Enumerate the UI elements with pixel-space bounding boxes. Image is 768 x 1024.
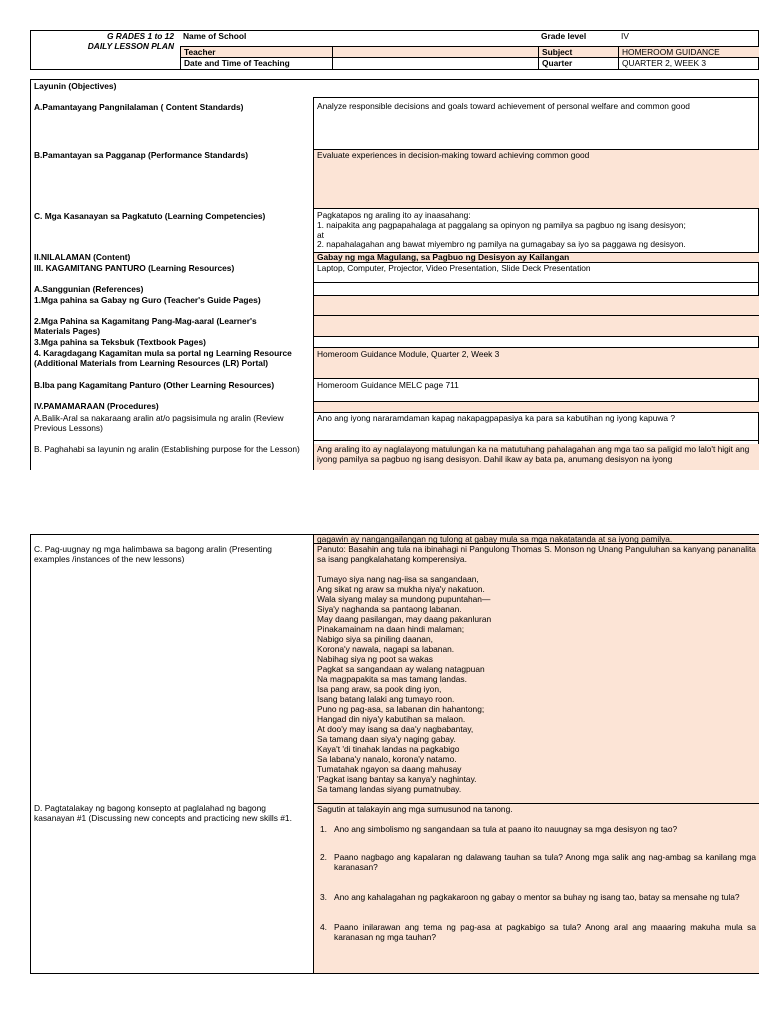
header-title-line1: G RADES 1 to 12 <box>106 31 174 41</box>
purpose-label: B. Paghahabi sa layunin ng aralin (Establishing purpose for the Lesson) <box>34 444 300 454</box>
poem-line: Wala siyang malay sa mundong pupuntahan— <box>317 594 491 604</box>
question-item <box>317 892 756 902</box>
competency-line: Pagkatapos ng araling ito ay inaasahang: <box>317 210 471 220</box>
datetime-value[interactable] <box>332 58 538 70</box>
question-number: 1. <box>320 824 327 834</box>
question-text: Ano ang simbolismo ng sangandaan sa tula at paano ito nauugnay sa mga desisyon ng tao? <box>334 824 678 834</box>
poem-line: Kaya't 'di tinahak landas na pagkabigo <box>317 744 460 754</box>
competency-line: at <box>317 229 324 240</box>
review-label: A.Balik-Aral sa nakaraang aralin at/o pagsisimula ng aralin (Review Previous Lessons) <box>34 413 284 433</box>
grade-value[interactable]: IV <box>621 31 629 41</box>
poem-line: Nabihag siya ng poot sa wakas <box>317 654 433 664</box>
grade-label: Grade level <box>541 31 587 41</box>
poem-line: Sa tamang landas siyang pumatnubay. <box>317 784 462 794</box>
question-number: 3. <box>320 892 327 902</box>
teachers-guide-value[interactable] <box>314 296 759 316</box>
question-list <box>317 824 756 942</box>
discussion-label: D. Pagtatalakay ng bagong konsepto at paglalahad ng bagong kasanayan #1 (Discussing new concepts and practicing new skills #1. <box>34 803 292 823</box>
school-value[interactable] <box>332 30 538 46</box>
poem-line: Pagkat sa sangandaan ay walang natagpuan <box>317 664 485 674</box>
question-item <box>317 852 756 872</box>
teachers-guide-label: 1.Mga pahina sa Gabay ng Guro (Teacher's Guide Pages) <box>34 295 261 305</box>
poem-line: Sa labana'y nanalo, korona'y natamo. <box>317 754 457 764</box>
school-label: Name of School <box>183 31 247 41</box>
question-number: 2. <box>320 852 327 862</box>
competencies-value[interactable] <box>314 209 759 253</box>
poem-line: May daang pasilangan, may daang pakanluran <box>317 614 492 624</box>
poem-line: At doo'y may isang sa daa'y nagbabantay, <box>317 724 474 734</box>
competencies-label: C. Mga Kasanayan sa Pagkatuto (Learning Competencies) <box>34 211 266 221</box>
references-label: A.Sanggunian (References) <box>34 284 144 294</box>
lr-portal-label: 4. Karagdagang Kagamitan mula sa portal ng Learning Resource (Additional Materials from Learning Resources (LR) Portal) <box>34 348 292 368</box>
poem-line: Isa pang araw, sa pook ding iyon, <box>317 684 442 694</box>
question-text: Ano ang kahalagahan ng pagkakaroon ng gabay o mentor sa buhay ng isang tao, batay sa mensahe ng tula? <box>334 892 740 902</box>
references-value[interactable] <box>314 283 759 296</box>
resources-label: III. KAGAMITANG PANTURO (Learning Resources) <box>34 263 235 273</box>
learners-materials-label: 2.Mga Pahina sa Kagamitang Pang-Mag-aaral (Learner's Materials Pages) <box>34 316 257 336</box>
quarter-value[interactable]: QUARTER 2, WEEK 3 <box>618 58 759 70</box>
header-title-line2: DAILY LESSON PLAN <box>87 41 174 51</box>
examples-intro: Panuto: Basahin ang tula na ibinahagi ni Pangulong Thomas S. Monson ng Unang Panguluhan sa kanyang pananalita sa isang pangkalahatang komperensiya. <box>317 544 756 564</box>
purpose-value[interactable]: Ang araling ito ay naglalayong matulungan ka na matutuhang pahalagahan ang mga tao sa paligid mo lalo't higit ang iyong pamilya sa pagbuo ng isang desisyon. Dahil ikaw ay bata pa, anumang desisyon na iyong <box>314 444 759 470</box>
poem <box>317 574 756 794</box>
objectives-heading: Layunin (Objectives) <box>34 81 117 91</box>
competency-line: 1. naipakita ang pagpapahalaga at paggalang sa opinyon ng pamilya sa pagbuo ng isang desisyon; <box>317 219 686 230</box>
question-text: Paano nagbago ang kapalaran ng dalawang tauhan sa tula? Anong mga salik ang nag-ambag sa kanilang mga karanasan? <box>334 852 756 872</box>
poem-line: Korona'y nawala, nagapi sa labanan. <box>317 644 455 654</box>
purpose-continued[interactable]: gagawin ay nangangailangan ng tulong at gabay mula sa mga nakatatanda at sa iyong pamilya. <box>314 535 759 544</box>
poem-line: Siya'y naghanda sa pantaong labanan. <box>317 604 462 614</box>
poem-line: Pinakamainam na daan hindi malaman; <box>317 624 465 634</box>
question-item <box>317 922 756 942</box>
discussion-value[interactable] <box>314 804 759 973</box>
content-value[interactable]: Gabay ng mga Magulang, sa Pagbuo ng Desisyon ay Kailangan <box>314 253 759 263</box>
poem-line: Tumayo siya nang nag-iisa sa sangandaan, <box>317 574 479 584</box>
examples-value[interactable] <box>314 544 759 804</box>
procedures-label: IV.PAMAMARAAN (Procedures) <box>34 401 159 411</box>
quarter-label: Quarter <box>538 58 618 70</box>
other-resources-label: B.Iba pang Kagamitang Panturo (Other Learning Resources) <box>34 380 275 390</box>
poem-line: 'Pagkat isang bantay sa kanya'y naghintay. <box>317 774 477 784</box>
discussion-intro: Sagutin at talakayin ang mga sumusunod na tanong. <box>317 804 513 814</box>
poem-line: Na magpapakita sa mas tamang landas. <box>317 674 467 684</box>
subject-label: Subject <box>538 46 618 58</box>
header-title <box>30 30 176 70</box>
other-resources-value[interactable]: Homeroom Guidance MELC page 711 <box>314 379 759 402</box>
review-value[interactable]: Ano ang iyong nararamdaman kapag nakapagpapasiya ka para sa kabutihan ng iyong kapuwa ? <box>314 413 759 441</box>
poem-line: Nabigo siya sa piniling daanan, <box>317 634 433 644</box>
poem-line: Tumatahak ngayon sa daang mahusay <box>317 764 462 774</box>
poem-line: Ang sikat ng araw sa mukha niya'y nakatuon. <box>317 584 485 594</box>
datetime-label: Date and Time of Teaching <box>180 58 332 70</box>
question-text: Paano inilarawan ang tema ng pag-asa at pagkabigo sa tula? Anong aral ang maaaring makuha mula sa karanasan ng mga tauhan? <box>334 922 756 942</box>
lr-portal-value[interactable]: Homeroom Guidance Module, Quarter 2, Week 3 <box>314 348 759 379</box>
content-standards-value[interactable]: Analyze responsible decisions and goals toward achievement of personal welfare and common good <box>314 98 759 150</box>
content-label: II.NILALAMAN (Content) <box>34 252 131 262</box>
performance-standards-value[interactable]: Evaluate experiences in decision-making toward achieving common good <box>314 150 759 209</box>
teacher-value[interactable] <box>332 46 538 58</box>
poem-line: Isang batang lalaki ang tumayo roon. <box>317 694 455 704</box>
performance-standards-label: B.Pamantayan sa Pagganap (Performance Standards) <box>34 150 249 160</box>
poem-line: Puno ng pag-asa, sa labanan din hahantong; <box>317 704 485 714</box>
content-standards-label: A.Pamantayang Pangnilalaman ( Content Standards) <box>34 102 244 112</box>
question-number: 4. <box>320 922 327 932</box>
poem-line: Hangad din niya'y kabutihan sa malaon. <box>317 714 466 724</box>
teacher-label: Teacher <box>180 46 332 58</box>
resources-value[interactable]: Laptop, Computer, Projector, Video Presentation, Slide Deck Presentation <box>314 263 759 283</box>
subject-value[interactable]: HOMEROOM GUIDANCE <box>618 46 759 58</box>
textbook-label: 3.Mga pahina sa Teksbuk (Textbook Pages) <box>34 337 206 347</box>
procedures-value[interactable] <box>314 402 759 413</box>
learners-materials-value[interactable] <box>314 316 759 337</box>
examples-label: C. Pag-uugnay ng mga halimbawa sa bagong aralin (Presenting examples /instances of the new lessons) <box>34 544 272 564</box>
textbook-value[interactable] <box>314 337 759 348</box>
question-item <box>317 824 756 834</box>
poem-line: Sa tamang daan siya'y naging gabay. <box>317 734 456 744</box>
competency-line: 2. napahalagahan ang bawat miyembro ng pamilya na gumagabay sa iyo sa paggawa ng desisyon. <box>317 239 686 250</box>
